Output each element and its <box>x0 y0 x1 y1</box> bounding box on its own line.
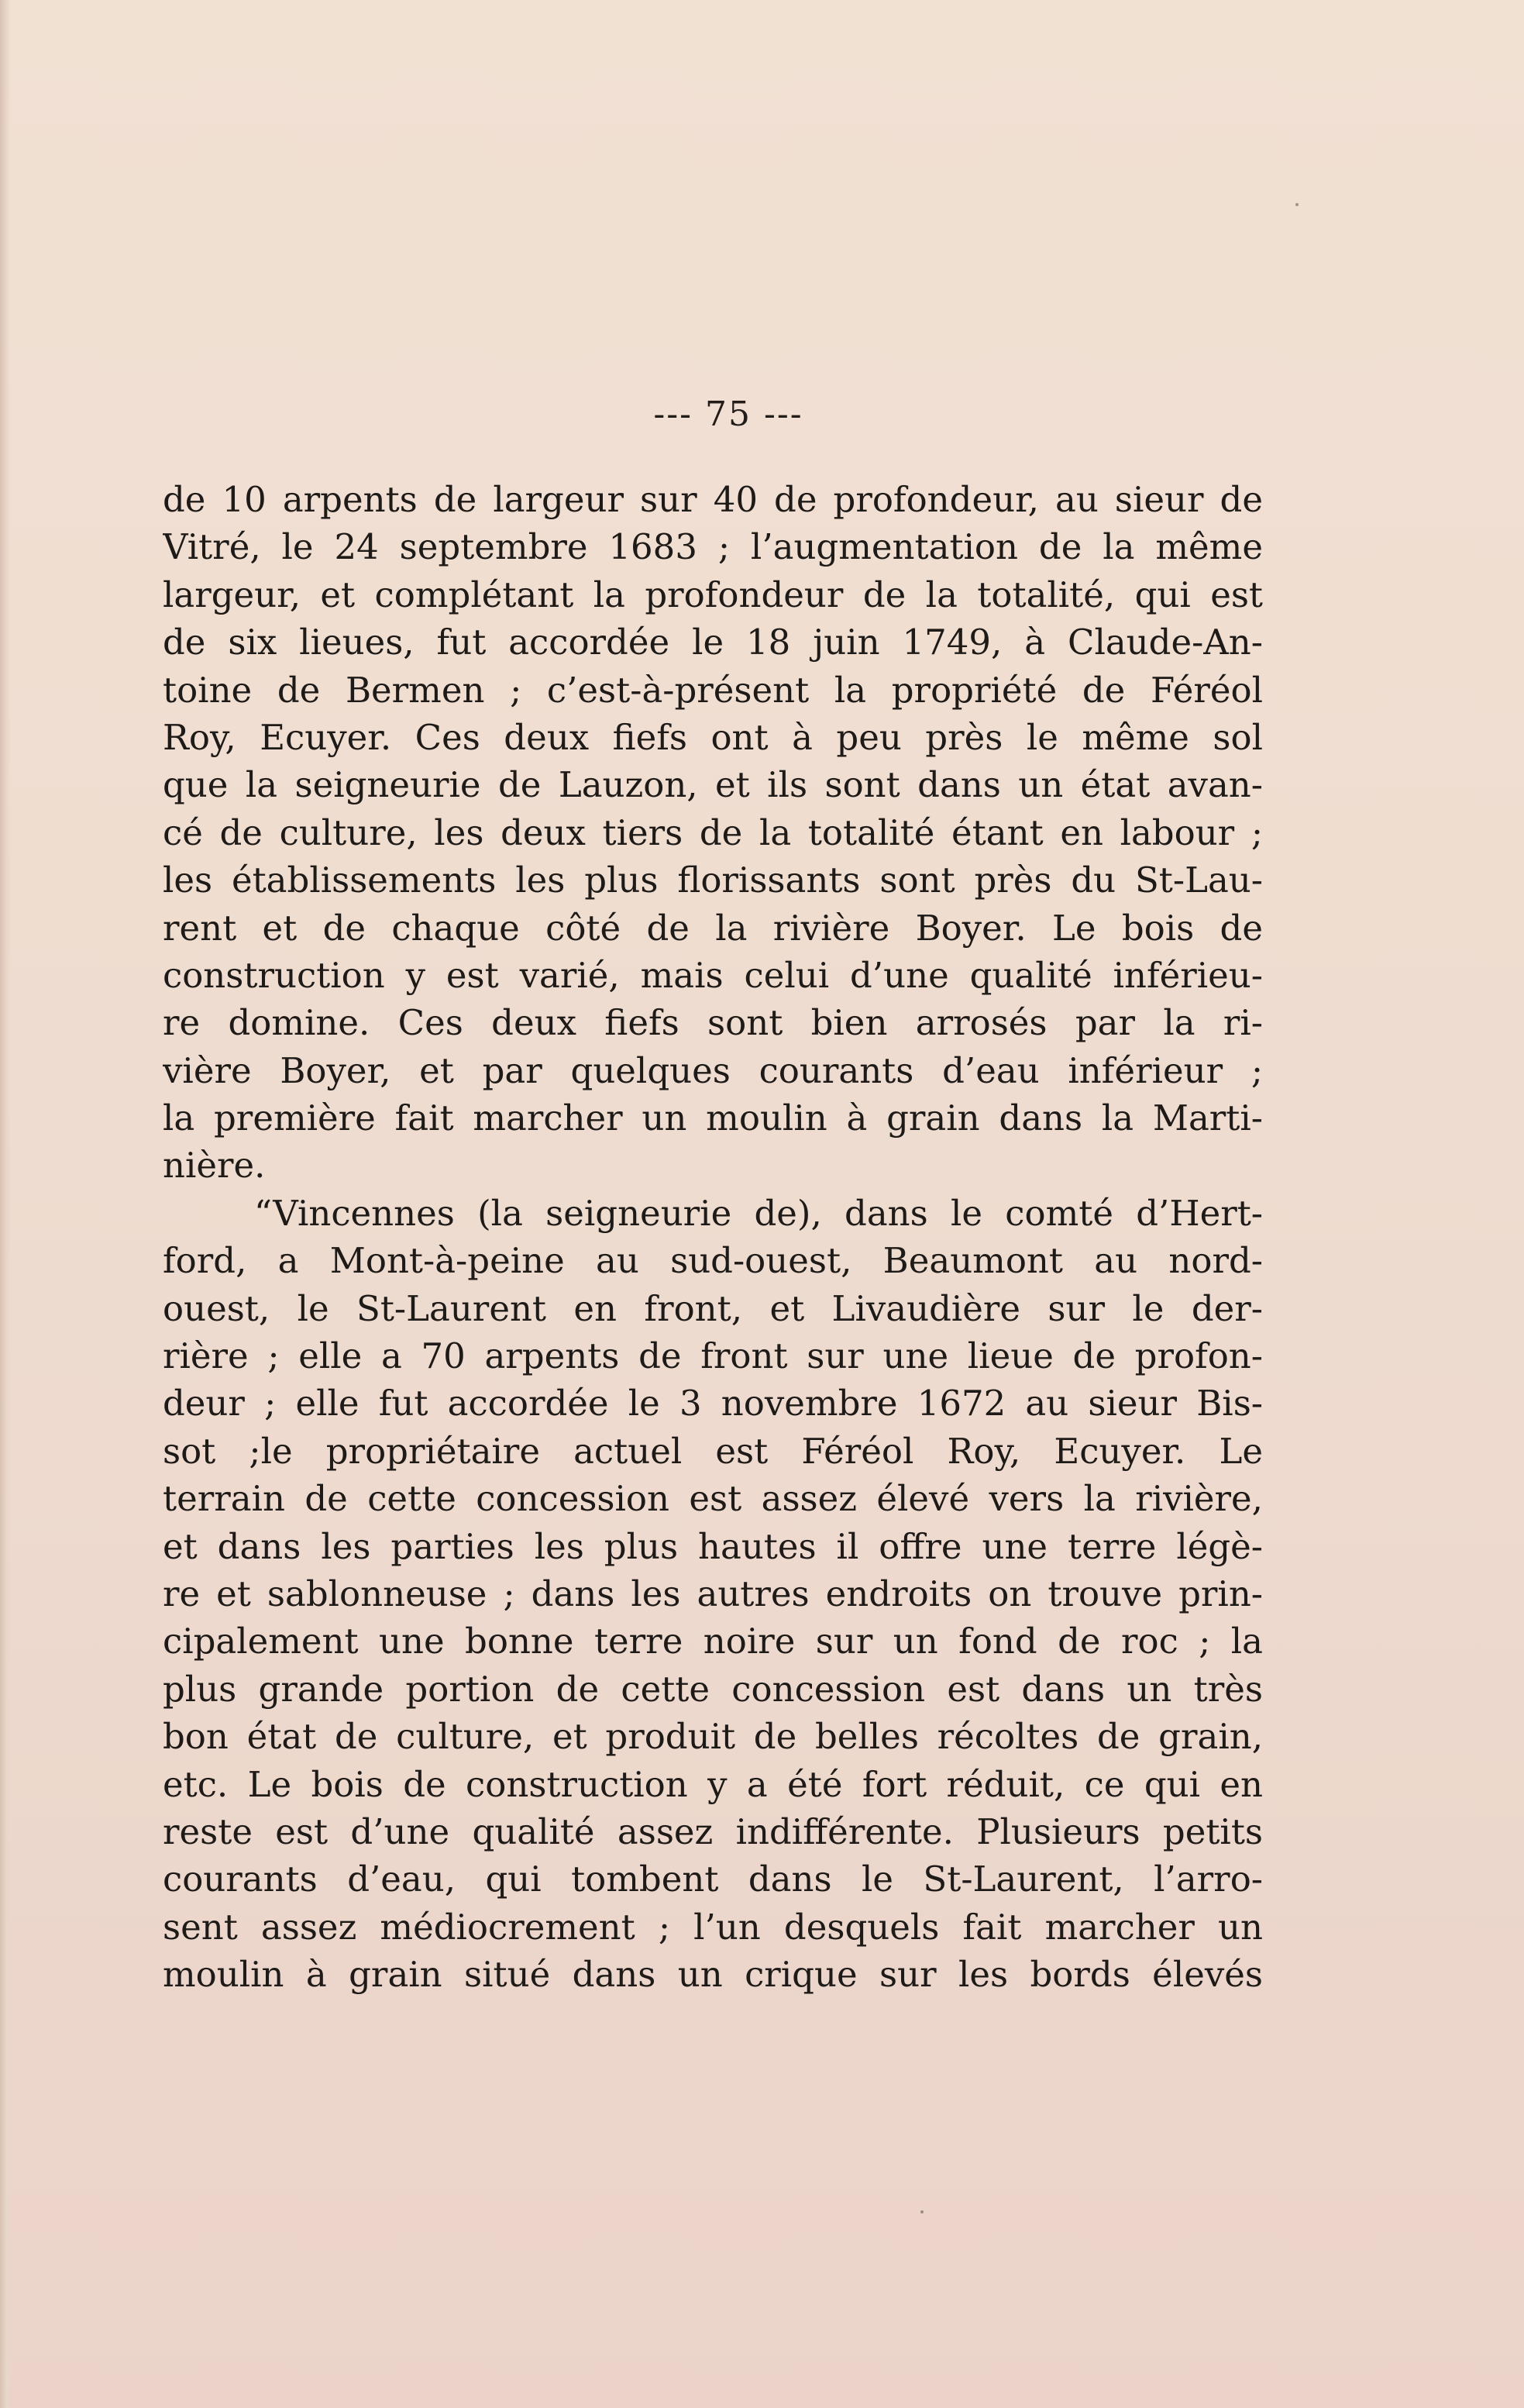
text-line: la première fait marcher un moulin à grain dans la Marti- <box>163 1097 1263 1139</box>
paper-speck <box>1295 203 1299 206</box>
text-line: bon état de culture, et produit de belles récoltes de grain, <box>163 1716 1263 1758</box>
text-line: courants d’eau, qui tombent dans le St-Laurent, l’arro- <box>163 1859 1263 1900</box>
text-line: de six lieues, fut accordée le 18 juin 1749, à Claude-An- <box>163 622 1263 663</box>
text-line: vière Boyer, et par quelques courants d’eau inférieur ; <box>163 1049 1263 1091</box>
text-line: toine de Bermen ; c’est-à-présent la propriété de Féréol <box>163 669 1263 711</box>
text-line: rière ; elle a 70 arpents de front sur une lieue de profon- <box>163 1335 1263 1377</box>
text-line: cé de culture, les deux tiers de la totalité étant en labour ; <box>163 811 1263 853</box>
page-number: --- 75 --- <box>653 394 803 434</box>
text-line: ouest, le St-Laurent en front, et Livaudière sur le der- <box>163 1287 1263 1329</box>
text-line: deur ; elle fut accordée le 3 novembre 1672 au sieur Bis- <box>163 1383 1263 1424</box>
body-text <box>163 476 1263 1999</box>
text-line: terrain de cette concession est assez élevé vers la rivière, <box>163 1478 1263 1520</box>
paper-speck <box>920 2210 924 2213</box>
page-binding-edge <box>0 0 11 2408</box>
text-line: plus grande portion de cette concession est dans un très <box>163 1668 1263 1710</box>
text-line: les établissements les plus florissants sont près du St-Lau- <box>163 860 1263 901</box>
text-line: rent et de chaque côté de la rivière Boyer. Le bois de <box>163 907 1263 949</box>
text-line: sent assez médiocrement ; l’un desquels fait marcher un <box>163 1906 1263 1948</box>
text-line: construction y est varié, mais celui d’une qualité inférieu- <box>163 954 1263 996</box>
text-line: cipalement une bonne terre noire sur un fond de roc ; la <box>163 1621 1263 1662</box>
text-line: largeur, et complétant la profondeur de la totalité, qui est <box>163 574 1263 615</box>
text-line: que la seigneurie de Lauzon, et ils sont dans un état avan- <box>163 764 1263 806</box>
text-line: de 10 arpents de largeur sur 40 de profondeur, au sieur de <box>163 479 1263 520</box>
text-line: etc. Le bois de construction y a été fort réduit, ce qui en <box>163 1763 1263 1805</box>
text-line: reste est d’une qualité assez indifférente. Plusieurs petits <box>163 1810 1263 1852</box>
text-line: “Vincennes (la seigneurie de), dans le comté d’Hert- <box>254 1192 1263 1234</box>
text-line: Vitré, le 24 septembre 1683 ; l’augmentation de la même <box>163 526 1263 568</box>
text-line: nière. <box>163 1145 266 1187</box>
text-line: moulin à grain situé dans un crique sur les bords élevés <box>163 1954 1263 1996</box>
text-line: re domine. Ces deux fiefs sont bien arrosés par la ri- <box>163 1002 1263 1044</box>
text-line: Roy, Ecuyer. Ces deux fiefs ont à peu près le même sol <box>163 716 1263 758</box>
text-line: et dans les parties les plus hautes il offre une terre légè- <box>163 1525 1263 1567</box>
text-line: ford, a Mont-à-peine au sud-ouest, Beaumont au nord- <box>163 1240 1263 1282</box>
text-line: sot ;le propriétaire actuel est Féréol Roy, Ecuyer. Le <box>163 1430 1263 1472</box>
text-line: re et sablonneuse ; dans les autres endroits on trouve prin- <box>163 1573 1263 1614</box>
